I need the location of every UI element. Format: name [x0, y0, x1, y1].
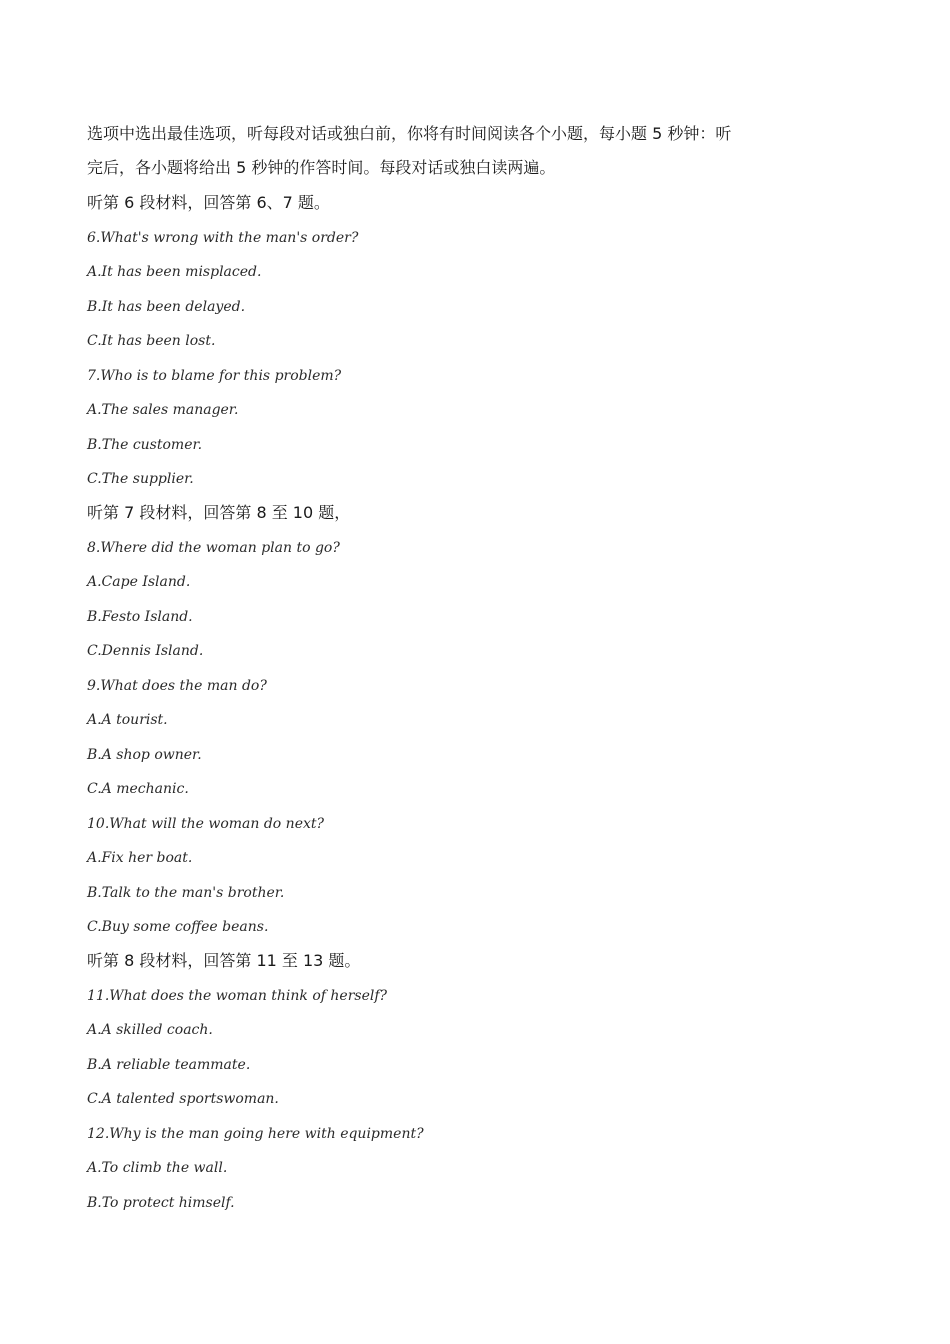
question-9: 9.What does the man do?: [87, 678, 267, 694]
question-8: 8.Where did the woman plan to go?: [87, 540, 340, 556]
question-6: 6.What's wrong with the man's order?: [87, 230, 359, 246]
option-7c: C.The supplier.: [87, 471, 194, 487]
option-7b: B.The customer.: [87, 437, 203, 453]
option-8b: B.Festo Island.: [87, 609, 193, 625]
option-10a: A.Fix her boat.: [87, 850, 193, 866]
option-11b: B.A reliable teammate.: [87, 1057, 251, 1073]
option-8c: C.Dennis Island.: [87, 643, 204, 659]
section-heading-8: 听第 8 段材料，回答第 11 至 13 题。: [87, 951, 361, 970]
question-7: 7.Who is to blame for this problem?: [87, 368, 342, 384]
option-9a: A.A tourist.: [87, 712, 168, 728]
option-9b: B.A shop owner.: [87, 747, 202, 763]
option-7a: A.The sales manager.: [87, 402, 239, 418]
option-6c: C.It has been lost.: [87, 333, 216, 349]
option-12b: B.To protect himself.: [87, 1195, 235, 1211]
option-11a: A.A skilled coach.: [87, 1022, 213, 1038]
question-11: 11.What does the woman think of herself?: [87, 988, 388, 1004]
question-12: 12.Why is the man going here with equipment?: [87, 1126, 424, 1142]
question-10: 10.What will the woman do next?: [87, 816, 325, 832]
section-heading-7: 听第 7 段材料，回答第 8 至 10 题，: [87, 503, 351, 522]
instruction-line-1: 选项中选出最佳选项，听每段对话或独白前，你将有时间阅读各个小题，每小题 5 秒钟：听: [87, 124, 732, 143]
option-6a: A.It has been misplaced.: [87, 264, 262, 280]
instruction-line-2: 完后，各小题将给出 5 秒钟的作答时间。每段对话或独白读两遍。: [87, 158, 556, 177]
option-6b: B.It has been delayed.: [87, 299, 246, 315]
section-heading-6: 听第 6 段材料，回答第 6、7 题。: [87, 193, 330, 212]
option-9c: C.A mechanic.: [87, 781, 189, 797]
option-12a: A.To climb the wall.: [87, 1160, 228, 1176]
option-8a: A.Cape Island.: [87, 574, 191, 590]
option-11c: C.A talented sportswoman.: [87, 1091, 279, 1107]
option-10c: C.Buy some coffee beans.: [87, 919, 269, 935]
option-10b: B.Talk to the man's brother.: [87, 885, 285, 901]
